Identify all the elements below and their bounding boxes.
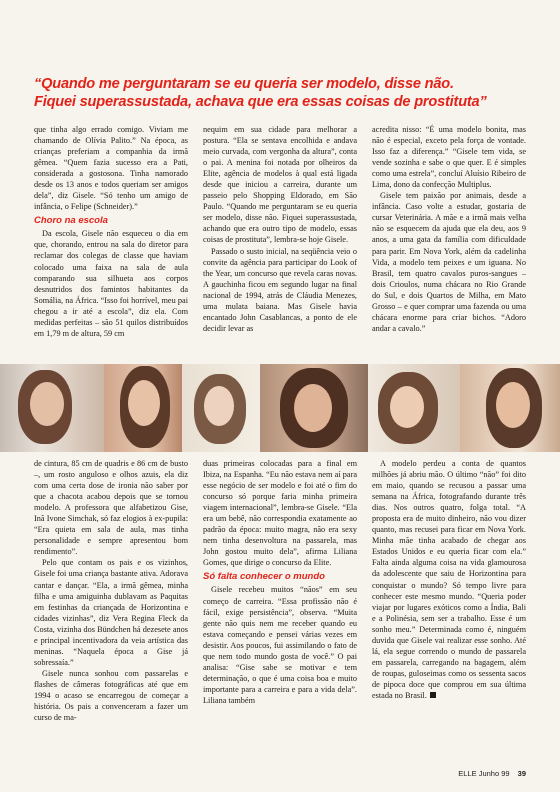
photo-4 xyxy=(260,364,368,452)
column-2-bottom xyxy=(203,458,357,760)
pull-quote-line-1: “Quando me perguntaram se eu queria ser modelo, disse não. xyxy=(34,76,454,92)
paragraph: de cintura, 85 cm de quadris e 86 cm de busto –, um rosto anguloso e olhos azuis, ela diz com uma certa dose de ironia não saber por que a chacota acabou depois que se tornou modelo. A professora que alfabetizou Gise, Inã Ivone Simchak, só faz elogios à ex-pupila: “Era quieta em sala de aula, mas tinha personalidade e sempre apresentou bom rendimento”. xyxy=(34,459,188,557)
paragraph: Gisele tem paixão por animais, desde a infância. Caso volte a estudar, gostaria de cursar Veterinária. A mãe e a irmã mais velha não se esquecem da ajuda que ela deu, aos 9 anos, a uma gata da família com dificuldade para parir. Em Nova York, além da cadelinha Vida, a modelo tem peixes e um iguana. No Brasil, tem quatro cavalos puros-sangues – dois Crioulos, numa chácara no Rio Grande do Sul, e dois Quartos de Milha, em Mato Grosso – e quer comprar uma fazenda ou uma chácara enorme para criar bichos. “Adoro andar a cavalo.” xyxy=(372,191,526,333)
pull-quote xyxy=(34,76,526,111)
paragraph: Pelo que contam os pais e os vizinhos, Gisele foi uma criança bastante ativa. Adorava cantar e dançar. “Ela, a irmã gêmea, minha filha e uma amiguinha dublavam as Paquitas em festinhas da criançada de Horizontina e cidades vizinhas”, diz Vera Regina Fleck da Costa, vizinha dos Bündchen há dezesete anos e principal incentivadora da veia artística das meninas. “Naquela época a Gise já sobressaía.” xyxy=(34,558,188,667)
paragraph: nequim em sua cidade para melhorar a postura. “Ela se sentava encolhida e andava meio curvada, com vergonha da altura”, conta o pai. A menina foi notada por olheiros da Elite, agência de modelos à qual está ligada desde que iniciou a carreira, durante um passeio pelo Shopping Eldorado, em São Paulo. “Quando me perguntaram se eu queria ser modelo, disse não. Fiquei superassustada, achando que era outro tipo de modelo, essas coisas de prostituta”, lembra-se hoje Gisele. xyxy=(203,125,357,245)
photo-6 xyxy=(460,364,560,452)
column-1-bottom xyxy=(34,458,188,760)
photo-1 xyxy=(0,364,104,452)
paragraph-text: A modelo perdeu a conta de quantos milhões já abriu mão. O último “não” foi dito em maio, quando se recusou a passar uma semana na África, fotografando durante três dias. Nos outros quatro, folga total. “A proposta era de muito dinheiro, não vou dizer quanto, mas recusei para ficar em Nova York. Minha mãe tinha acabado de chegar aos Estados Unidos e eu queria ficar com ela.” Falta ainda alguma coisa na vida glamourosa da adolescente que saiu de Horizontina para conquistar o mundo? Só tempo livre para conhecer este mesmo mundo. “Queria poder viajar por lugares exóticos como a Índia, Bali e a Polinésia, sem ser a trabalho. Esse é um sonho meu.” Determinada como é, ninguém duvida que Gisele vai realizar esse sonho. Até lá, ela segue correndo o mundo de passarela em passarela, carregando na bagagem, além de roupas, guloseimas como os sessenta sacos de pipoca doce que comprou em sua última estada no Brasil. xyxy=(372,459,526,700)
subheading-choro-na-escola: Choro na escola xyxy=(34,215,108,227)
paragraph-final xyxy=(372,458,526,701)
photo-5 xyxy=(368,364,460,452)
article-columns-top xyxy=(34,124,526,364)
pull-quote-line-2: Fiquei superassustada, achava que era essas coisas de prostituta” xyxy=(34,93,487,110)
paragraph: Passado o susto inicial, na seqüência veio o convite da agência para participar do Look of the Year, um concurso que revela caras novas. A gauchinha ficou em segundo lugar na final nacional de 1994, atrás de Cláudia Menezes, uma mulata baiana. Mas Gisele havia encantado John Casablancas, a ponto de ele decidir levar as xyxy=(203,246,357,333)
subheading-so-falta-conhecer-o-mundo: Só falta conhecer o mundo xyxy=(203,571,325,583)
page-footer xyxy=(458,769,526,778)
article-columns-bottom xyxy=(34,458,526,760)
photo-2 xyxy=(104,364,182,452)
paragraph: que tinha algo errado comigo. Viviam me chamando de Olívia Palito.” Na época, as crianças preferiam a companhia da irmã gêmea. “Quem fazia sucesso era a Pati, considerada a gostosona. Tinha namorado desde os 13 anos e todos queriam ser amigos dela”, diz Gisele. “Só tenho um amigo de infância, o Felipe (Schneider).” xyxy=(34,125,188,212)
magazine-issue: ELLE Junho 99 xyxy=(458,769,510,778)
column-3-top xyxy=(372,124,526,364)
end-mark-icon xyxy=(430,692,436,698)
column-2-top xyxy=(203,124,357,364)
paragraph: Da escola, Gisele não esqueceu o dia em que, chorando, entrou na sala do diretor para reclamar dos colegas de classe que haviam colocado uma faixa na sala de aula comparando sua silhueta aos corpos desnutridos dos famintos habitantes da Somália, na África. “Isso foi horrível, meu pai chegou a ir até a escola”, diz ela. Com medidas perfeitas – são 51 quilos distribuídos em 1,79 m de altura, 59 cm xyxy=(34,229,188,338)
paragraph: acredita nisso: “É uma modelo bonita, mas não é especial, exceto pela força de vontade. Isso faz a diferença.” “Gisele tem vida, se vende sozinha e sabe o que quer. E é simples como uma estrela”, concluí Aluísio Ribeiro de Lima, dono da confecção Multiplus. xyxy=(372,125,526,190)
column-3-bottom xyxy=(372,458,526,760)
page-number: 39 xyxy=(517,769,526,778)
paragraph: Gisele recebeu muitos “nãos” em seu começo de carreira. “Essa profissão não é fácil, exige persistência”, observa. “Muita gente não quis nem me receber quando eu estava começando e pensei várias vezes em desistir. Aos poucos, fui assimilando o fato de que nem todo mundo gosta de você.” O pai analisa: “Gise sabe se motivar e tem determinação, o que é uma coisa boa e muito importante para a carreira e para a vida dela”. Liliana também xyxy=(203,585,357,705)
paragraph: duas primeiras colocadas para a final em Ibiza, na Espanha. “Eu não estava nem aí para esse negócio de ser modelo e foi até o fim do concurso só porque faria minha primeira viagem internacional”, lembra-se Gisele. “Ela era um bebê, não correspondia exatamente ao padrão da época: muito magra, não era sexy nem tinha desenvoltura na passarela, mas John gostou muito dela”, afirma Liliana Gomes, que dirige o concurso da Elite. xyxy=(203,459,357,568)
photo-3 xyxy=(182,364,260,452)
column-1-top xyxy=(34,124,188,364)
photo-strip xyxy=(0,364,560,452)
paragraph: Gisele nunca sonhou com passarelas e flashes de câmeras fotográficas até que em 1994 o acaso se encarregou de começar a história. Os pais a convenceram a fazer um curso de ma- xyxy=(34,668,188,723)
